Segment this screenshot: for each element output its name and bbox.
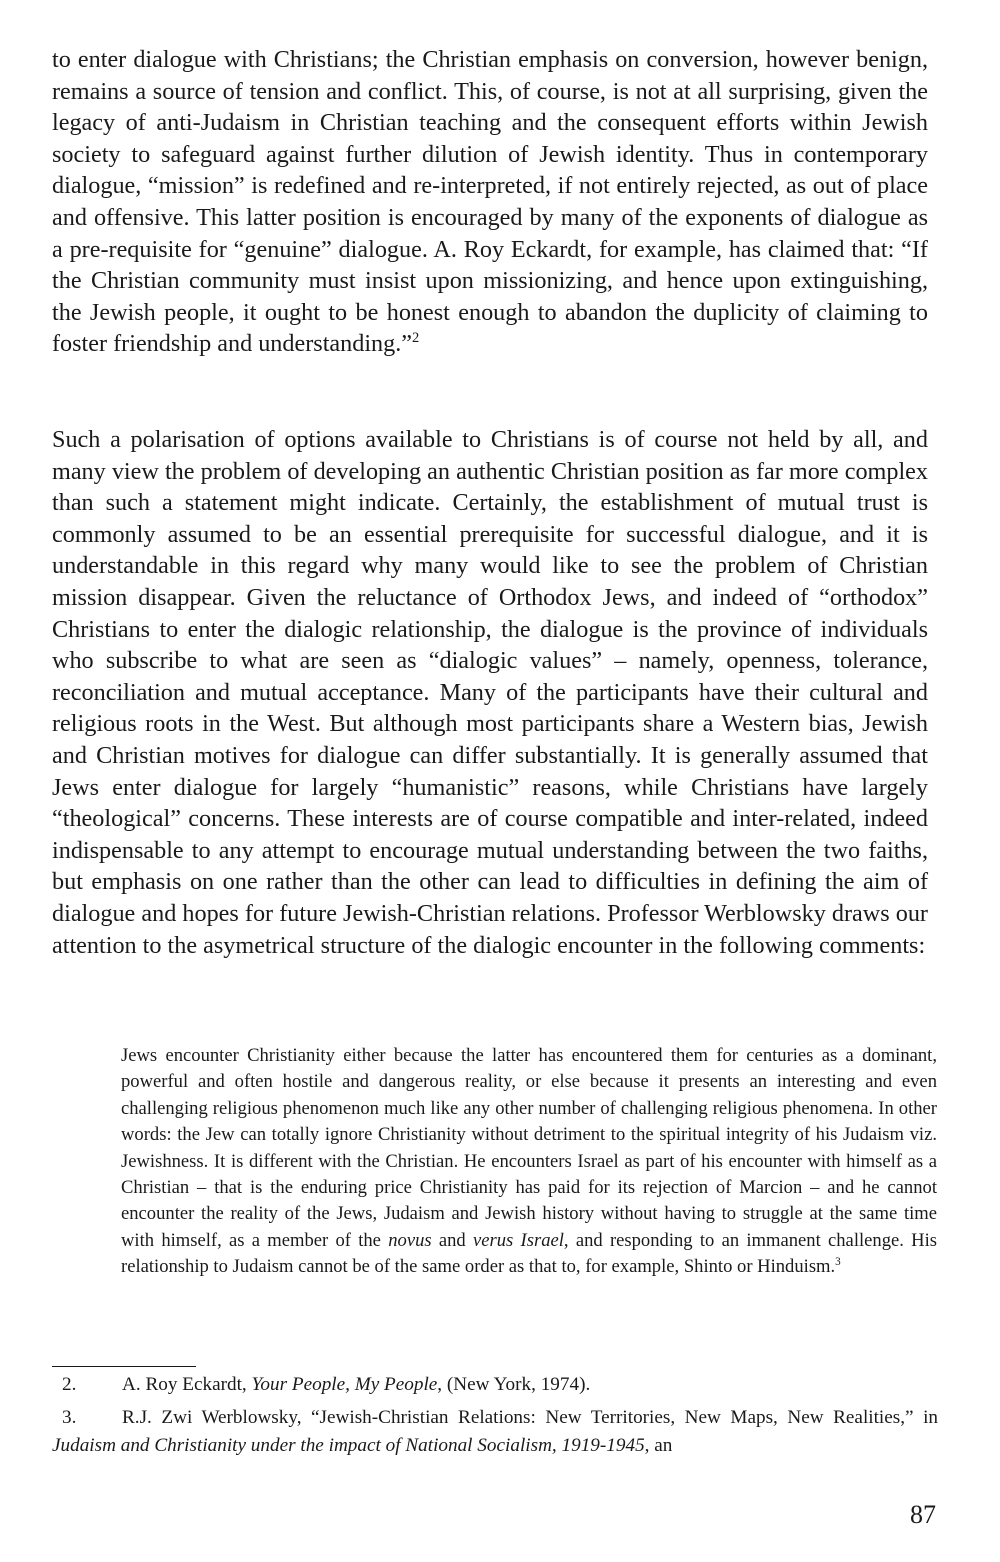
paragraph-1-text: to enter dialogue with Christians; the Christian emphasis on conversion, however benign, remains a source of tension and conflict. This, of course, is not at all surprising, given the legacy of anti-Judaism in Christian teaching and the consequent efforts within Jewish society to safeguard against further dilution of Jewish identity. Thus in contemporary dialogue, “mission” is redefined and re-interpreted, if not entirely rejected, as out of place and offensive. This latter position is encouraged by many of the exponents of dialogue as a pre-requisite for “genuine” dialogue. A. Roy Eckardt, for example, has claimed that: “If the Christian community must insist upon missionizing, and hence upon extinguishing, the Jewish people, it ought to be honest enough to abandon the duplicity of claiming to foster friendship and understanding.” (52, 46, 928, 358)
footnote-2-number: 2. (62, 1374, 77, 1395)
page-number: 87 (910, 1500, 936, 1529)
footnote-3-pre: R.J. Zwi Werblowsky, “Jewish-Christian Relations: New Territories, New Maps, New Realities,” in (122, 1407, 938, 1428)
quote-connector: and (431, 1229, 473, 1251)
quote-text-part-2: , and responding to an immanent challenge. His relationship to Judaism cannot be of the same order as that to, for example, Shinto or Hinduism. (121, 1229, 937, 1278)
quote-text-part-1: Jews encounter Christianity either because the latter has encountered them for centuries as a dominant, powerful and often hostile and dangerous reality, or else because it presents an interesting and even challenging religious phenomenon much like any other number of challenging religious phenomena. In other words: the Jew can totally ignore Christianity without detriment to the spiritual integrity of his Judaism viz. Jewishness. It is different with the Christian. He encounters Israel as part of his encounter with himself as a Christian – that is the enduring price Christianity has paid for its rejection of Marcion – and he cannot encounter the reality of the Jews, Judaism and Jewish history without having to struggle at the same time with himself, as a member of the (121, 1045, 937, 1251)
footnote-3 (52, 1404, 938, 1459)
footnote-2-rest: , (New York, 1974). (437, 1374, 591, 1395)
footnote-2-author: A. Roy Eckardt, (122, 1374, 252, 1395)
body-paragraph-1 (52, 44, 928, 360)
block-quote (121, 1043, 937, 1281)
footnote-3-rest: , an (644, 1434, 673, 1456)
footnote-separator (52, 1366, 196, 1367)
footnote-ref-2[interactable]: 2 (412, 330, 420, 347)
quote-italic-verus-israel: verus Israel (473, 1229, 564, 1251)
paragraph-2-text: Such a polarisation of options available to Christians is of course not held by all, and many view the problem of developing an authentic Christian position as far more complex than such a statement might indicate. Certainly, the establishment of mutual trust is commonly assumed to be an essential prerequisite for successful dialogue, and it is understandable in this regard why many would like to see the problem of Christian mission disappear. Given the reluctance of Orthodox Jews, and indeed of “orthodox” Christians to enter the dialogic relationship, the dialogue is the province of individuals who subscribe to what are seen as “dialogic values” – namely, openness, tolerance, reconciliation and mutual acceptance. Many of the participants have their cultural and religious roots in the West. But although most participants share a Western bias, Jewish and Christian motives for dialogue can differ substantially. It is generally assumed that Jews enter dialogue for largely “humanistic” reasons, while Christians have largely “theological” concerns. These interests are of course compatible and inter-related, indeed indispensable to any attempt to encourage mutual understanding between the two faiths, but emphasis on one rather than the other can lead to difficulties in defining the aim of dialogue and hopes for future Jewish-Christian relations. Professor Werblowsky draws our attention to the asymetrical structure of the dialogic encounter in the following comments: (52, 426, 928, 959)
footnote-2-title: Your People, My People (251, 1374, 438, 1395)
quote-italic-novus: novus (388, 1229, 432, 1251)
footnote-ref-3[interactable]: 3 (835, 1256, 841, 1269)
body-paragraph-2 (52, 424, 928, 961)
footnote-2 (52, 1371, 938, 1399)
footnote-3-title: Judaism and Christianity under the impact of National Socialism, 1919-1945 (52, 1434, 645, 1456)
footnote-3-number: 3. (62, 1407, 77, 1428)
